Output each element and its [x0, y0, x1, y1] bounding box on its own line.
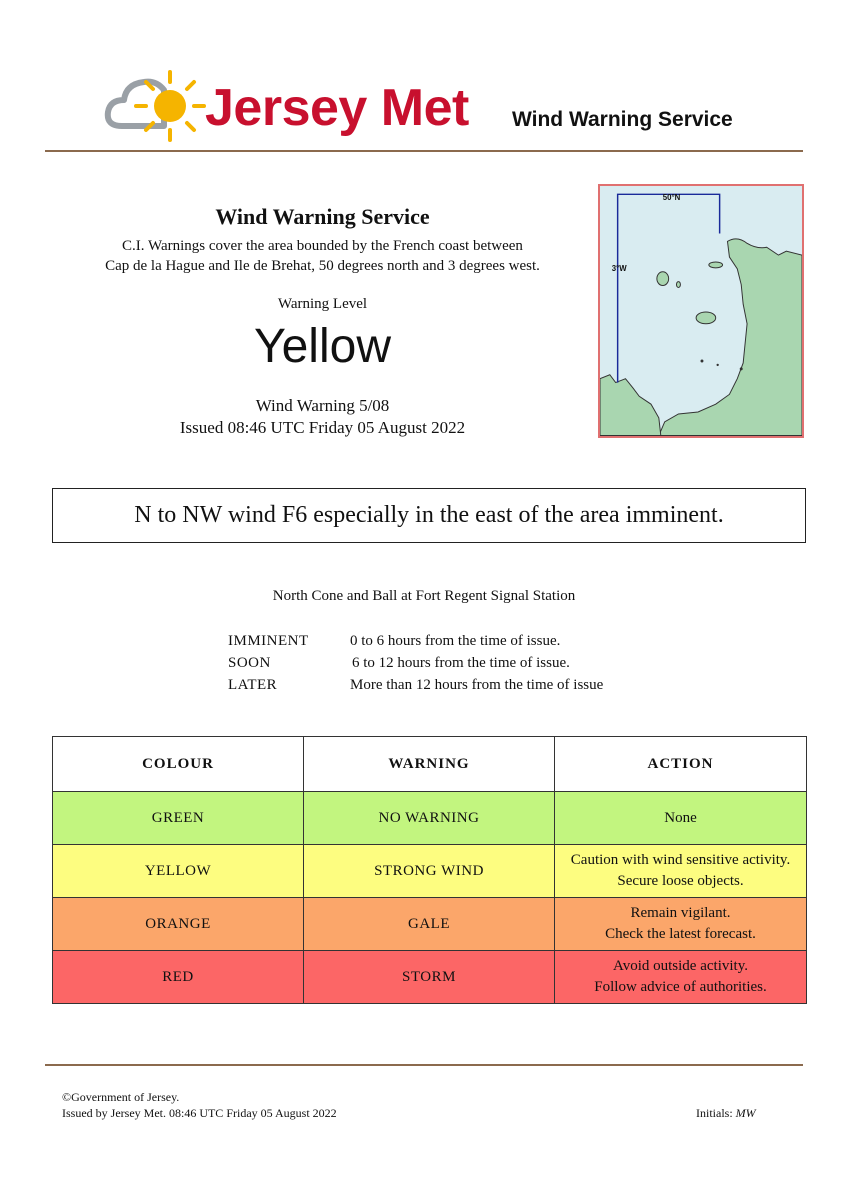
table-row-yellow — [53, 845, 807, 898]
island-guernsey — [657, 272, 669, 286]
cell-colour: RED — [53, 951, 304, 1004]
copyright: ©Government of Jersey. — [62, 1090, 180, 1104]
initials — [696, 1104, 756, 1122]
island-alderney — [709, 262, 723, 268]
issued-by: Issued by Jersey Met. 08:46 UTC Friday 05 August 2022 — [62, 1106, 337, 1120]
warning-level-value: Yellow — [254, 320, 391, 373]
intro-title: Wind Warning Service — [215, 204, 430, 229]
area-map — [598, 184, 804, 438]
cell-warning: STRONG WIND — [304, 845, 555, 898]
timing-def-soon: 6 to 12 hours from the time of issue. — [352, 655, 570, 671]
action-line: None — [664, 809, 697, 826]
signal-station-note: North Cone and Ball at Fort Regent Signal Station — [272, 588, 576, 604]
cell-warning: STORM — [304, 951, 555, 1004]
header-warning: WARNING — [304, 737, 555, 792]
cell-warning: GALE — [304, 898, 555, 951]
header-divider — [45, 150, 803, 152]
island-sark — [676, 282, 680, 288]
action-line: Caution with wind sensitive activity. — [570, 852, 791, 868]
initials-value: MW — [735, 1106, 756, 1120]
table-row-green — [53, 792, 807, 845]
table-row-red — [53, 951, 807, 1004]
timing-term-imminent: IMMINENT — [228, 633, 309, 649]
table-row-orange — [53, 898, 807, 951]
cell-colour: ORANGE — [53, 898, 304, 951]
action-line: Check the latest forecast. — [605, 926, 756, 942]
action-line: Secure loose objects. — [617, 873, 744, 889]
cell-action — [555, 845, 807, 898]
sun-icon — [136, 72, 204, 140]
timing-term-later: LATER — [228, 677, 278, 693]
logo-text: Jersey Met — [205, 79, 469, 137]
timing-term-soon: SOON — [228, 655, 271, 671]
warning-level-label: Warning Level — [277, 296, 368, 312]
timing-def-later: More than 12 hours from the time of issue — [350, 677, 604, 693]
timing-def-imminent: 0 to 6 hours from the time of issue. — [350, 633, 561, 649]
footer-divider — [45, 1064, 803, 1066]
intro-line: C.I. Warnings cover the area bounded by the French coast between — [122, 238, 523, 254]
cell-colour: YELLOW — [53, 845, 304, 898]
cell-action — [555, 898, 807, 951]
longitude-label: 3°W — [611, 263, 627, 273]
intro-line: Cap de la Hague and Ile de Brehat, 50 degrees north and 3 degrees west. — [105, 258, 540, 274]
header-action: ACTION — [555, 737, 807, 792]
warning-number: Wind Warning 5/08 — [255, 396, 390, 415]
cell-colour: GREEN — [53, 792, 304, 845]
cell-action — [555, 792, 807, 845]
action-line: Remain vigilant. — [630, 905, 731, 921]
latitude-label: 50°N — [662, 193, 681, 203]
island-jersey — [696, 312, 716, 324]
warning-statement: N to NW wind F6 especially in the east of the area imminent. — [52, 488, 806, 543]
action-line: Avoid outside activity. — [613, 958, 748, 974]
initials-label: Initials: — [696, 1106, 733, 1120]
table-header-row — [53, 737, 807, 792]
issued-time: Issued 08:46 UTC Friday 05 August 2022 — [179, 418, 466, 437]
warning-colour-table — [52, 736, 807, 1004]
cell-warning: NO WARNING — [304, 792, 555, 845]
cell-action — [555, 951, 807, 1004]
action-line: Follow advice of authorities. — [594, 979, 767, 995]
header-colour: COLOUR — [53, 737, 304, 792]
intro-block — [60, 204, 585, 439]
header-service-title: Wind Warning Service — [512, 108, 733, 131]
